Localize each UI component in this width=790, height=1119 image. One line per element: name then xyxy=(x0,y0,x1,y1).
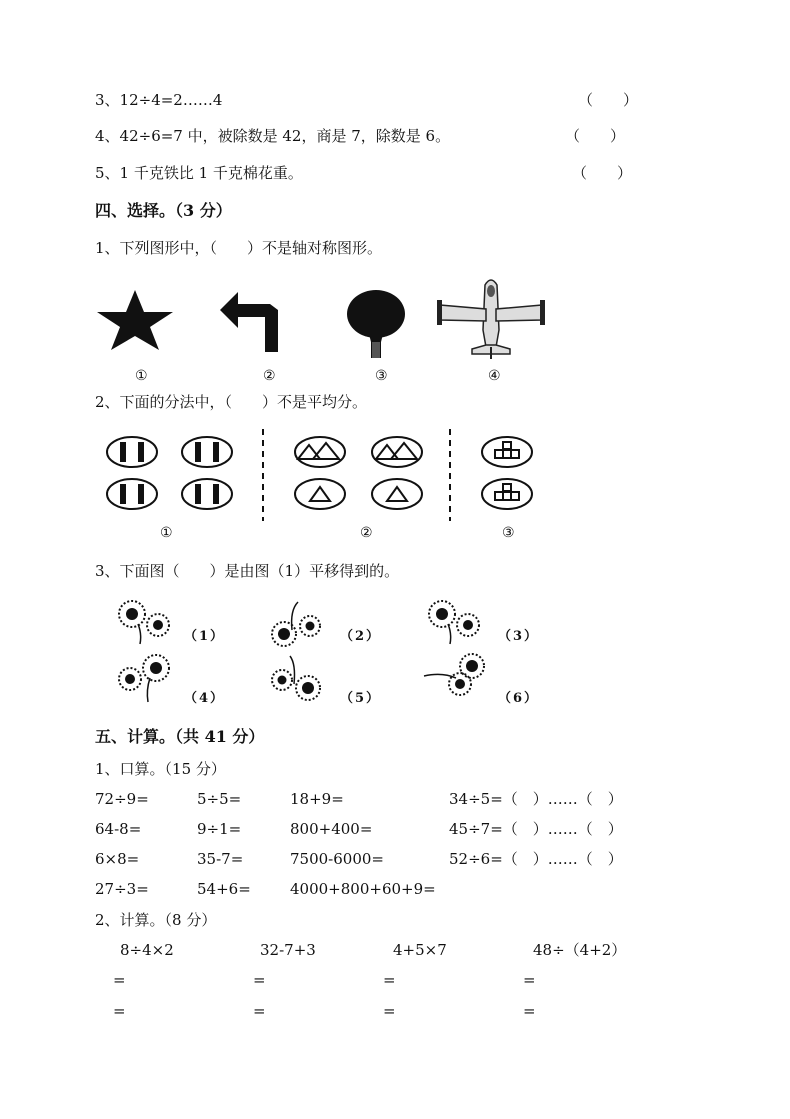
q1-label-1: ① xyxy=(135,368,148,384)
q1-label-2: ② xyxy=(263,368,276,384)
oral-r1-c1: 72÷9= xyxy=(95,790,149,808)
judge-item-5-answer[interactable]: （ ） xyxy=(572,164,633,182)
calc-3-eq-1: = xyxy=(383,971,396,989)
calc-4-eq-2: = xyxy=(523,1002,536,1020)
star-figure xyxy=(96,290,174,350)
q2-label-2: ② xyxy=(360,525,373,541)
q3-label-1: （1） xyxy=(184,629,226,644)
choice-q3: 3、下面图（ ）是由图（1）平移得到的。 xyxy=(95,562,400,580)
q3-label-3: （3） xyxy=(498,629,540,644)
judge-item-5: 5、1 千克铁比 1 千克棉花重。 xyxy=(95,164,303,182)
division-groups-figure xyxy=(100,425,540,525)
calc-title: 2、计算。（8 分） xyxy=(95,911,217,929)
q1-label-3: ③ xyxy=(375,368,388,384)
calc-2-eq-2: = xyxy=(253,1002,266,1020)
judge-item-4: 4、42÷6=7 中，被除数是 42，商是 7，除数是 6。 xyxy=(95,127,451,145)
calc-2-eq-1: = xyxy=(253,971,266,989)
oral-r2-c4: 45÷7=（ ）……（ ） xyxy=(449,820,623,838)
oral-r1-c2: 5÷5= xyxy=(197,790,242,808)
calc-expr-1: 8÷4×2 xyxy=(120,941,174,959)
oral-r2-c2: 9÷1= xyxy=(197,820,242,838)
choice-q2: 2、下面的分法中，（ ）不是平均分。 xyxy=(95,393,368,411)
flower-figure-4 xyxy=(112,654,182,704)
calc-1-eq-1: = xyxy=(113,971,126,989)
q3-label-6: （6） xyxy=(498,691,540,706)
q3-label-5: （5） xyxy=(340,691,382,706)
oral-r1-c4: 34÷5=（ ）……（ ） xyxy=(449,790,623,808)
oral-r4-c1: 27÷3= xyxy=(95,880,149,898)
judge-item-4-answer[interactable]: （ ） xyxy=(565,127,626,145)
oral-r3-c2: 35-7= xyxy=(197,850,244,868)
turn-arrow-figure xyxy=(220,292,280,352)
oral-r4-c2: 54+6= xyxy=(197,880,251,898)
oral-calc-title: 1、口算。（15 分） xyxy=(95,760,226,778)
q3-label-4: （4） xyxy=(184,691,226,706)
section-4-title: 四、选择。（3 分） xyxy=(95,201,232,220)
flower-figure-2 xyxy=(262,600,332,648)
q2-label-1: ① xyxy=(160,525,173,541)
oral-r2-c3: 800+400= xyxy=(290,820,373,838)
flower-figure-3 xyxy=(422,600,492,645)
calc-3-eq-2: = xyxy=(383,1002,396,1020)
calc-expr-2: 32-7+3 xyxy=(260,941,316,959)
flower-figure-6 xyxy=(422,654,492,699)
q1-label-4: ④ xyxy=(488,368,501,384)
flower-figure-1 xyxy=(112,600,182,645)
oral-r3-c4: 52÷6=（ ）……（ ） xyxy=(449,850,623,868)
judge-item-3-answer[interactable]: （ ） xyxy=(578,91,639,109)
calc-1-eq-2: = xyxy=(113,1002,126,1020)
section-5-title: 五、计算。（共 41 分） xyxy=(95,727,265,746)
judge-item-3: 3、12÷4=2……4 xyxy=(95,91,223,109)
calc-expr-4: 48÷（4+2） xyxy=(533,941,627,959)
ping-pong-paddle-figure xyxy=(345,290,407,360)
oral-r3-c3: 7500-6000= xyxy=(290,850,384,868)
oral-r4-c3: 4000+800+60+9= xyxy=(290,880,436,898)
q3-label-2: （2） xyxy=(340,629,382,644)
flower-figure-5 xyxy=(262,654,332,702)
choice-q1: 1、下列图形中，（ ）不是轴对称图形。 xyxy=(95,239,383,257)
q2-label-3: ③ xyxy=(502,525,515,541)
oral-r1-c3: 18+9= xyxy=(290,790,344,808)
calc-4-eq-1: = xyxy=(523,971,536,989)
oral-r3-c1: 6×8= xyxy=(95,850,140,868)
calc-expr-3: 4+5×7 xyxy=(393,941,447,959)
oral-r2-c1: 64-8= xyxy=(95,820,142,838)
airplane-figure xyxy=(436,275,546,360)
